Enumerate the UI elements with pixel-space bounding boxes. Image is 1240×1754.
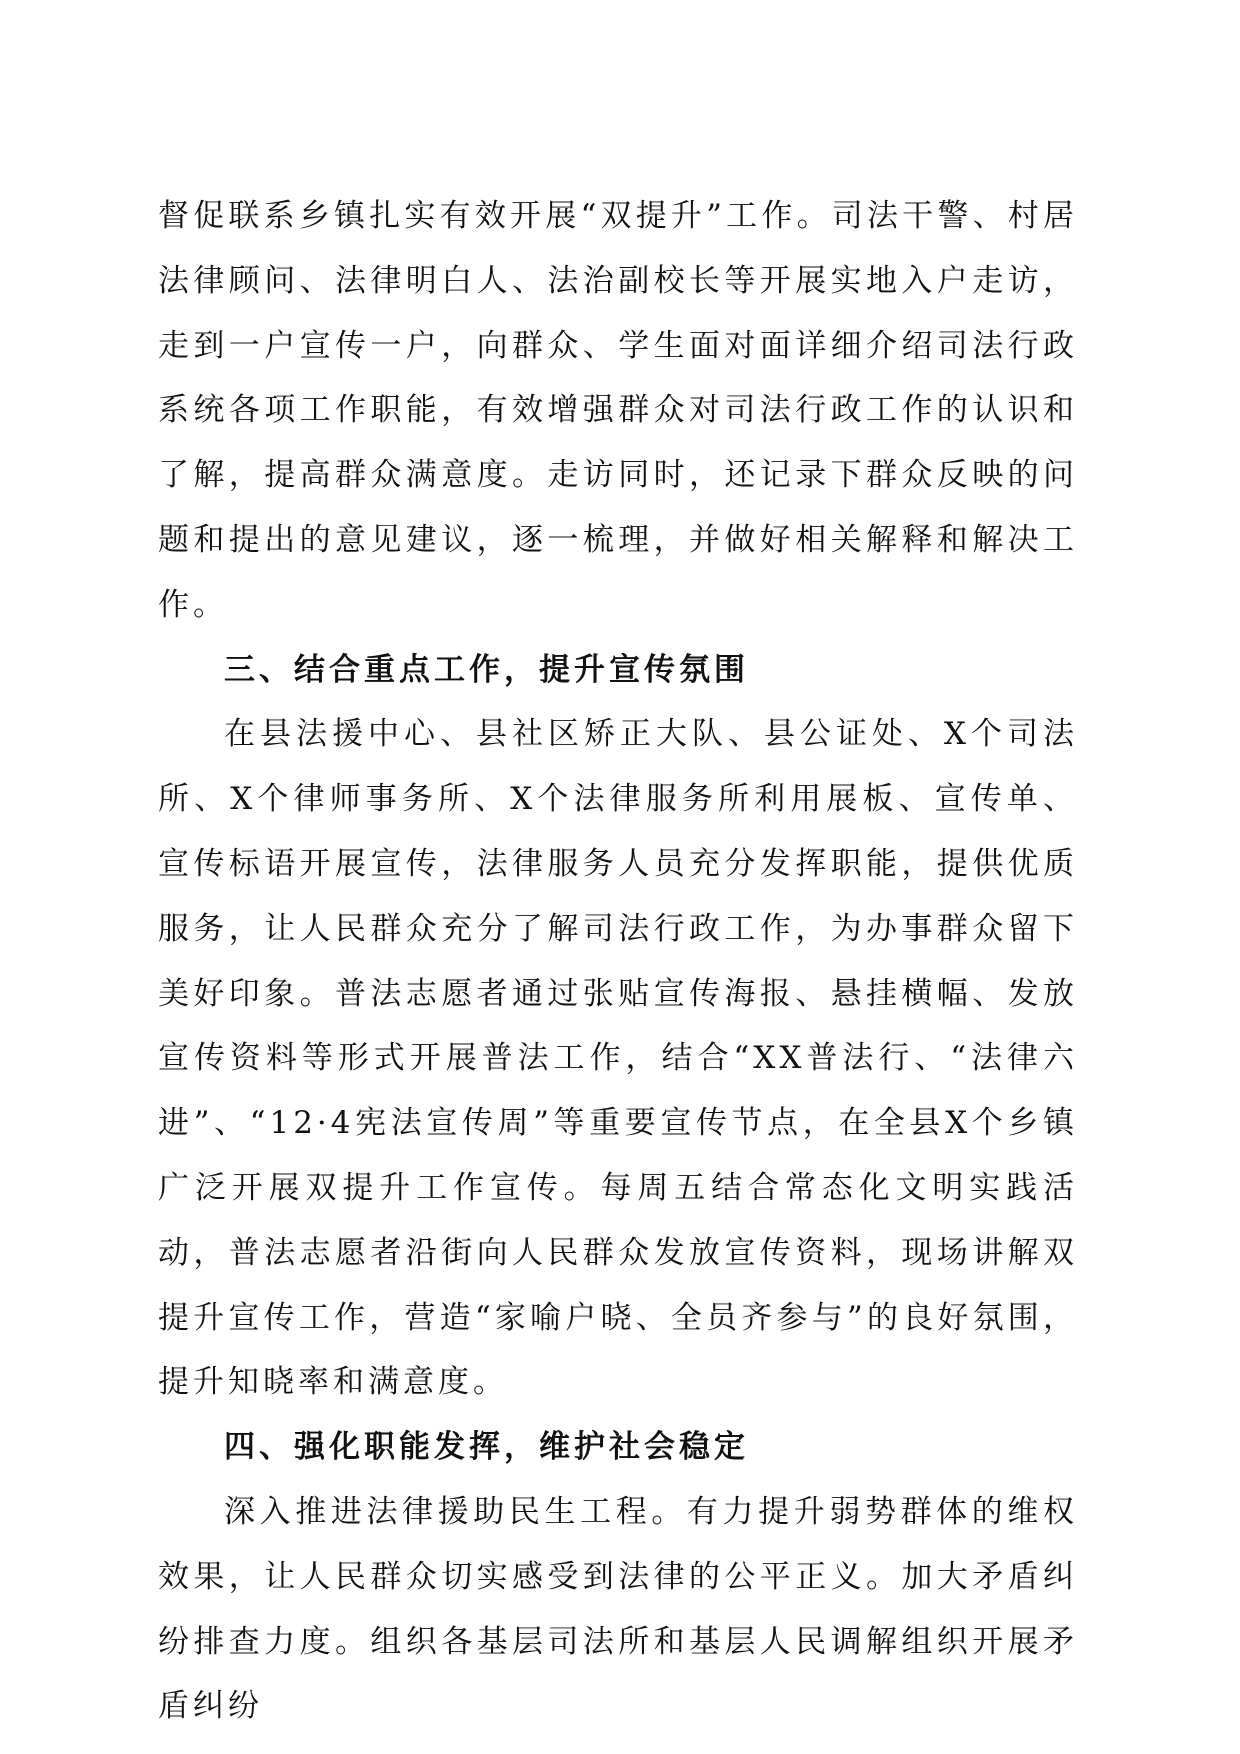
paragraph-legal-aid: 深入推进法律援助民生工程。有力提升弱势群体的维权效果，让人民群众切实感受到法律的公平正义。加大矛盾纠纷排查力度。组织各基层司法所和基层人民调解组织开展矛盾纠纷 (158, 1493, 1078, 1725)
paragraph-publicity: 在县法援中心、县社区矫正大队、县公证处、X个司法所、X个律师事务所、X个法律服务所利用展板、宣传单、宣传标语开展宣传，法律服务人员充分发挥职能，提供优质服务，让人民群众充分了解司法行政工作，为办事群众留下美好印象。普法志愿者通过张贴宣传海报、悬挂横幅、发放宣传资料等形式开展普法工作，结合“XX普法行、“法律六进”、“12·4宪法宣传周”等重要宣传节点，在全县X个乡镇广泛开展双提升工作宣传。每周五结合常态化文明实践活动，普法志愿者沿街向人民群众发放宣传资料，现场讲解双提升宣传工作，营造“家喻户晓、全员齐参与”的良好氛围，提升知晓率和满意度。 (158, 716, 1078, 1401)
section-heading-four: 四、强化职能发挥，维护社会稳定 (224, 1429, 749, 1466)
section-heading-three: 三、结合重点工作，提升宣传氛围 (224, 651, 749, 688)
document-body (158, 184, 1078, 1739)
paragraph-visit-work: 督促联系乡镇扎实有效开展“双提升”工作。司法干警、村居法律顾问、法律明白人、法治副校长等开展实地入户走访，走到一户宣传一户，向群众、学生面对面详细介绍司法行政系统各项工作职能，有效增强群众对司法行政工作的认识和了解，提高群众满意度。走访同时，还记录下群众反映的问题和提出的意见建议，逐一梳理，并做好相关解释和解决工作。 (158, 198, 1078, 623)
